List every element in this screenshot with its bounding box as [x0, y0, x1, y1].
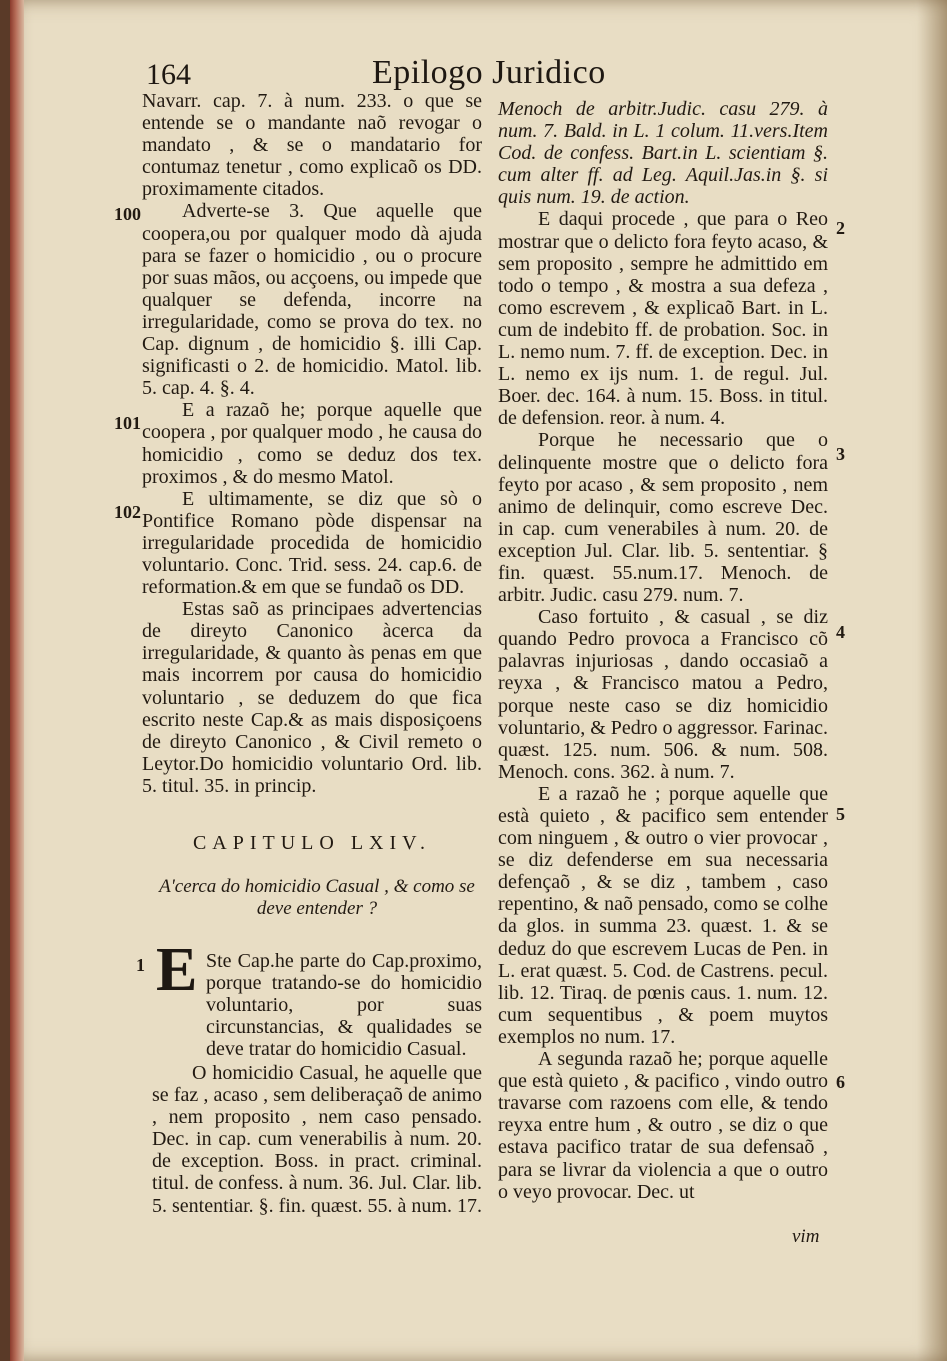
page-edge-shadow — [917, 0, 947, 1361]
margin-number-5: 5 — [836, 804, 845, 824]
left-column — [142, 90, 482, 797]
left-paragraph-6: Ste Cap.he parte do Cap.proximo, porque tratando-se do homicidio voluntario, por suas circunstancias, & qualidades se deve tratar do homicidio Casual. — [206, 950, 482, 1061]
margin-number-4: 4 — [836, 622, 845, 642]
right-paragraph-5: E a razaõ he ; porque aquelle que està quieto , & pacifico sem entender com ninguem , & outro o vier provocar , se diz defenderse em sua necessaria defençaõ , & se diz , tambem , caso repentino, & naõ pensado, como se colhe da glos. in summa 23. quæst. 1. & se deduz do que escrevem Lucas de Pen. in L. erat quæst. 5. Cod. de Castrens. pecul. lib. 12. Tiraq. de pœnis caus. 1. num. 12. cum sequentibus , & poem muytos exemplos no num. 17. — [498, 782, 828, 1048]
margin-number-2: 2 — [836, 218, 845, 238]
page-number: 164 — [146, 58, 191, 91]
margin-number-6: 6 — [836, 1072, 845, 1092]
left-paragraph-3: E a razaõ he; porque aquelle que coopera , por qualquer modo , he causa do homicidio , como se deduz dos tex. proximos , & do mesmo Matol. — [142, 399, 482, 488]
left-paragraph-4: E ultimamente, se diz que sò o Pontifice Romano pòde dispensar na irregularidade procedida de homicidio voluntario. Conc. Trid. sess. 24. cap.6. de reformation.& em que se fundaõ os DD. — [142, 487, 482, 599]
margin-number-101: 101 — [114, 413, 141, 433]
left-paragraph-1: Navarr. cap. 7. à num. 233. o que se entende se o mandante naõ revogar o mandato , & se o mandatario for contumaz tenetur , como explicaõ os DD. proximamente citados. — [142, 90, 482, 201]
chapter-title: CAPITULO LXIV. — [192, 832, 432, 854]
margin-number-100: 100 — [114, 204, 141, 224]
drop-cap-initial: E — [156, 936, 198, 1004]
right-paragraph-6: A segunda razaõ he; porque aquelle que està quieto , & pacifico , vindo outro travarse com razoens com elle, & tendo reyxa entre hum , & outro , se diz o que estava pacifico tratar de sua defensaõ , para se livrar da violencia a que o outro o veyo provocar. Dec. ut — [498, 1048, 828, 1203]
book-spine — [10, 0, 24, 1361]
running-title: Epilogo Juridico — [372, 54, 606, 91]
left-column-bottom — [152, 1062, 482, 1217]
chapter-opening-text — [206, 950, 482, 1060]
right-paragraph-3: Porque he necessario que o delinquente mostre que o delicto fora feyto por acaso , & sem proposito , nem animo de delinquir, como escreve Dec. in cap. cum venerabiles à num. 20. de exception Jul. Clar. lib. 5. sententiar. § fin. quæst. 55.num.17. Menoch. de arbitr. Judic. casu 279. num. 7. — [498, 429, 828, 607]
margin-number-102: 102 — [114, 502, 141, 522]
margin-number-3: 3 — [836, 444, 845, 464]
chapter-subtitle: A'cerca do homicidio Casual , & como se deve entender ? — [159, 876, 475, 919]
catchword: vim — [792, 1226, 820, 1247]
margin-number-1: 1 — [136, 955, 145, 975]
right-paragraph-2: E daqui procede , que para o Reo mostrar que o delicto fora feyto acaso, & sem proposito , sempre he admittido em todo o tempo , & mostra a sua defeza , como escrevem , & explicaõ Bart. in L. cum de indebito ff. de probation. Soc. in L. nemo num. 7. ff. de exception. Dec. in L. nemo ex ijs num. 1. de regul. Jul. Boer. dec. 164. à num. 15. Boss. in titul. de defension. reor. à num. 4. — [498, 208, 828, 430]
left-paragraph-2: Adverte-se 3. Que aquelle que coopera,ou por qualquer modo dà ajuda para se fazer o homicidio , ou o procure por suas mãos, ou acçoens, ou impede que qualquer se defenda, incorre na irregularidade, como se prova do tex. no Cap. dignum , de homicidio §. illi Cap. significasti o 2. de homicidio. Matol. lib. 5. cap. 4. §. 4. — [142, 200, 482, 400]
left-paragraph-7: O homicidio Casual, he aquelle que se faz , acaso , sem deliberaçaõ de animo , nem proposito , nem caso pensado. Dec. in cap. cum venerabilis à num. 20. de exception. Boss. in pract. criminal. titul. de confess. à num. 36. Jul. Clar. lib. 5. sententiar. §. fin. quæst. 55. à num. 17. — [152, 1062, 482, 1217]
right-paragraph-1: Menoch de arbitr.Judic. casu 279. à num. 7. Bald. in L. 1 colum. 11.vers.Item Cod. de confess. Bart.in L. scientiam §. cum alter ff. ad Leg. Aquil.Jas.in §. si quis num. 19. de action. — [498, 98, 828, 209]
right-column — [498, 98, 828, 1203]
book-page — [10, 0, 947, 1361]
left-paragraph-5: Estas saõ as principaes advertencias de direyto Canonico àcerca da irregularidade, & quanto às penas em que mais incorrem por causa do homicidio voluntario , se deduzem do que fica escrito neste Cap.& as mais disposiçoens de direyto Canonico , & Civil remeto o Leytor.Do homicidio voluntario Ord. lib. 5. titul. 35. in princip. — [142, 598, 482, 797]
right-paragraph-4: Caso fortuito , & casual , se diz quando Pedro provoca a Francisco cõ palavras injuriosas , dando occasiaõ a reyxa , & Francisco matou a Pedro, porque neste caso se diz homicidio voluntario, & Pedro o aggressor. Farinac. quæst. 125. num. 506. & num. 508. Menoch. cons. 362. à num. 7. — [498, 606, 828, 783]
